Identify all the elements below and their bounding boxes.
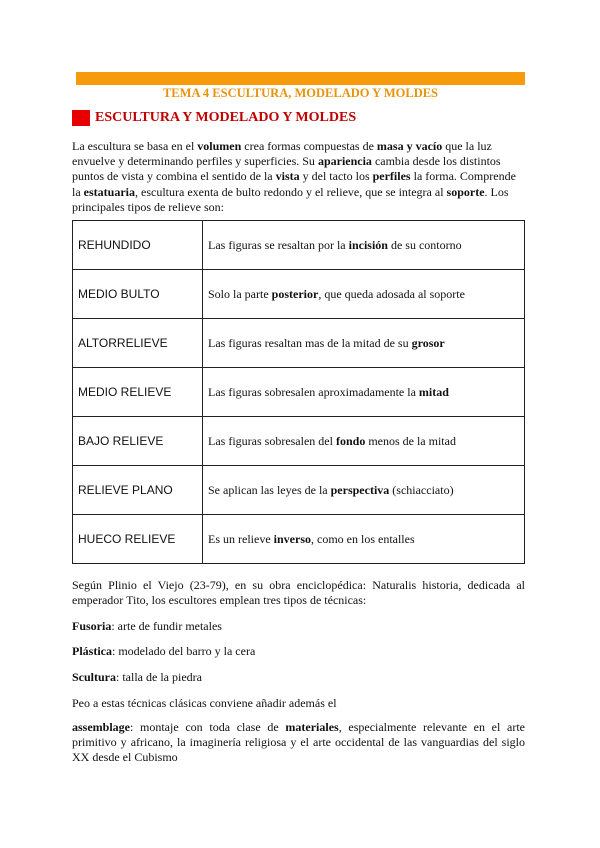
table-row (73, 221, 525, 270)
table-row (73, 319, 525, 368)
desc-text: (schiacciato) (389, 482, 454, 497)
intro-text: , escultura exenta de bulto redondo y el relieve, que se integra al (135, 184, 447, 199)
intro-text: y del tacto los (299, 169, 373, 184)
intro-bold: perfiles (372, 169, 411, 184)
technique-term: Scultura (72, 670, 117, 684)
table-row (73, 466, 525, 515)
relief-description (203, 368, 525, 417)
desc-bold: grosor (411, 335, 445, 350)
section-heading (72, 110, 356, 126)
technique-plastica (72, 644, 255, 659)
intro-text: . Los principales tipos de relieve son: (72, 184, 509, 214)
intro-bold: masa y vacío (376, 139, 443, 153)
desc-bold: perspectiva (330, 482, 390, 497)
relief-description (203, 466, 525, 515)
desc-text: Las figuras sobresalen del (208, 433, 336, 448)
intro-bold: vista (275, 169, 300, 184)
assemblage-text: , especialmente relevante en el arte primitivo y africano, la imaginería religiosa y el arte occidental de las vanguardias del siglo XX desde el Cubismo (72, 720, 525, 764)
red-marker-icon (72, 110, 90, 126)
desc-text: Las figuras sobresalen aproximadamente la (208, 384, 419, 399)
relief-name: ALTORRELIEVE (73, 319, 203, 368)
intro-bold: soporte (446, 184, 485, 199)
plinio-paragraph: Según Plinio el Viejo (23-79), en su obra enciclopédica: Naturalis historia, dedicada al emperador Tito, los escultores emplean tres tipos de técnicas: (72, 578, 525, 607)
technique-term: Plástica (72, 644, 112, 658)
desc-text: de su contorno (387, 237, 462, 252)
desc-bold: mitad (418, 384, 449, 399)
desc-text: , como en los entalles (311, 531, 415, 546)
desc-bold: incisión (348, 237, 388, 252)
assemblage-bold: materiales (285, 720, 339, 734)
relief-name: BAJO RELIEVE (73, 417, 203, 466)
intro-text: que la luz envuelve y determinando perfiles y superficies. Su (72, 139, 492, 169)
intro-text: la forma. Comprende la (72, 169, 516, 199)
accent-bar (76, 72, 525, 85)
assemblage-term: assemblage (72, 720, 130, 734)
intro-bold: apariencia (317, 154, 372, 169)
technique-scultura (72, 670, 202, 685)
table-row (73, 515, 525, 564)
intro-paragraph (72, 139, 524, 215)
technique-desc: : arte de fundir metales (111, 619, 222, 633)
desc-bold: inverso (273, 531, 311, 546)
relief-name: REHUNDIDO (73, 221, 203, 270)
intro-bold: volumen (197, 139, 242, 153)
intro-text: cambia desde los distintos puntos de vista y combina el sentido de la (72, 154, 501, 184)
intro-text: La escultura se basa en el (72, 139, 198, 153)
addendum-text: Peo a estas técnicas clásicas conviene añadir además el (72, 696, 337, 710)
relief-types-table (72, 220, 525, 564)
relief-description (203, 270, 525, 319)
relief-description (203, 417, 525, 466)
table-row (73, 417, 525, 466)
technique-desc: : talla de la piedra (116, 670, 202, 684)
section-title: ESCULTURA Y MODELADO Y MOLDES (95, 110, 357, 125)
desc-text: , que queda adosada al soporte (318, 286, 465, 301)
desc-text: Es un relieve (208, 531, 274, 546)
table-row (73, 368, 525, 417)
relief-name: MEDIO BULTO (73, 270, 203, 319)
desc-text: Las figuras resaltan mas de la mitad de su (208, 335, 412, 350)
desc-text: menos de la mitad (365, 433, 456, 448)
relief-name: RELIEVE PLANO (73, 466, 203, 515)
desc-text: Solo la parte (208, 286, 272, 301)
technique-term: Fusoria (72, 619, 112, 633)
technique-fusoria (72, 619, 222, 634)
relief-name: HUECO RELIEVE (73, 515, 203, 564)
relief-name: MEDIO RELIEVE (73, 368, 203, 417)
intro-bold: estatuaria (83, 184, 135, 199)
desc-text: Se aplican las leyes de la (208, 482, 331, 497)
desc-text: Las figuras se resaltan por la (208, 237, 349, 252)
intro-text: crea formas compuestas de (241, 139, 377, 153)
technique-desc: : modelado del barro y la cera (112, 644, 256, 658)
relief-description (203, 319, 525, 368)
tema-title: TEMA 4 ESCULTURA, MODELADO Y MOLDES (162, 86, 439, 100)
desc-bold: fondo (335, 433, 366, 448)
relief-description (203, 515, 525, 564)
desc-bold: posterior (271, 286, 319, 301)
assemblage-paragraph (72, 720, 525, 765)
assemblage-text: : montaje con toda clase de (130, 720, 286, 734)
relief-description (203, 221, 525, 270)
table-row (73, 270, 525, 319)
